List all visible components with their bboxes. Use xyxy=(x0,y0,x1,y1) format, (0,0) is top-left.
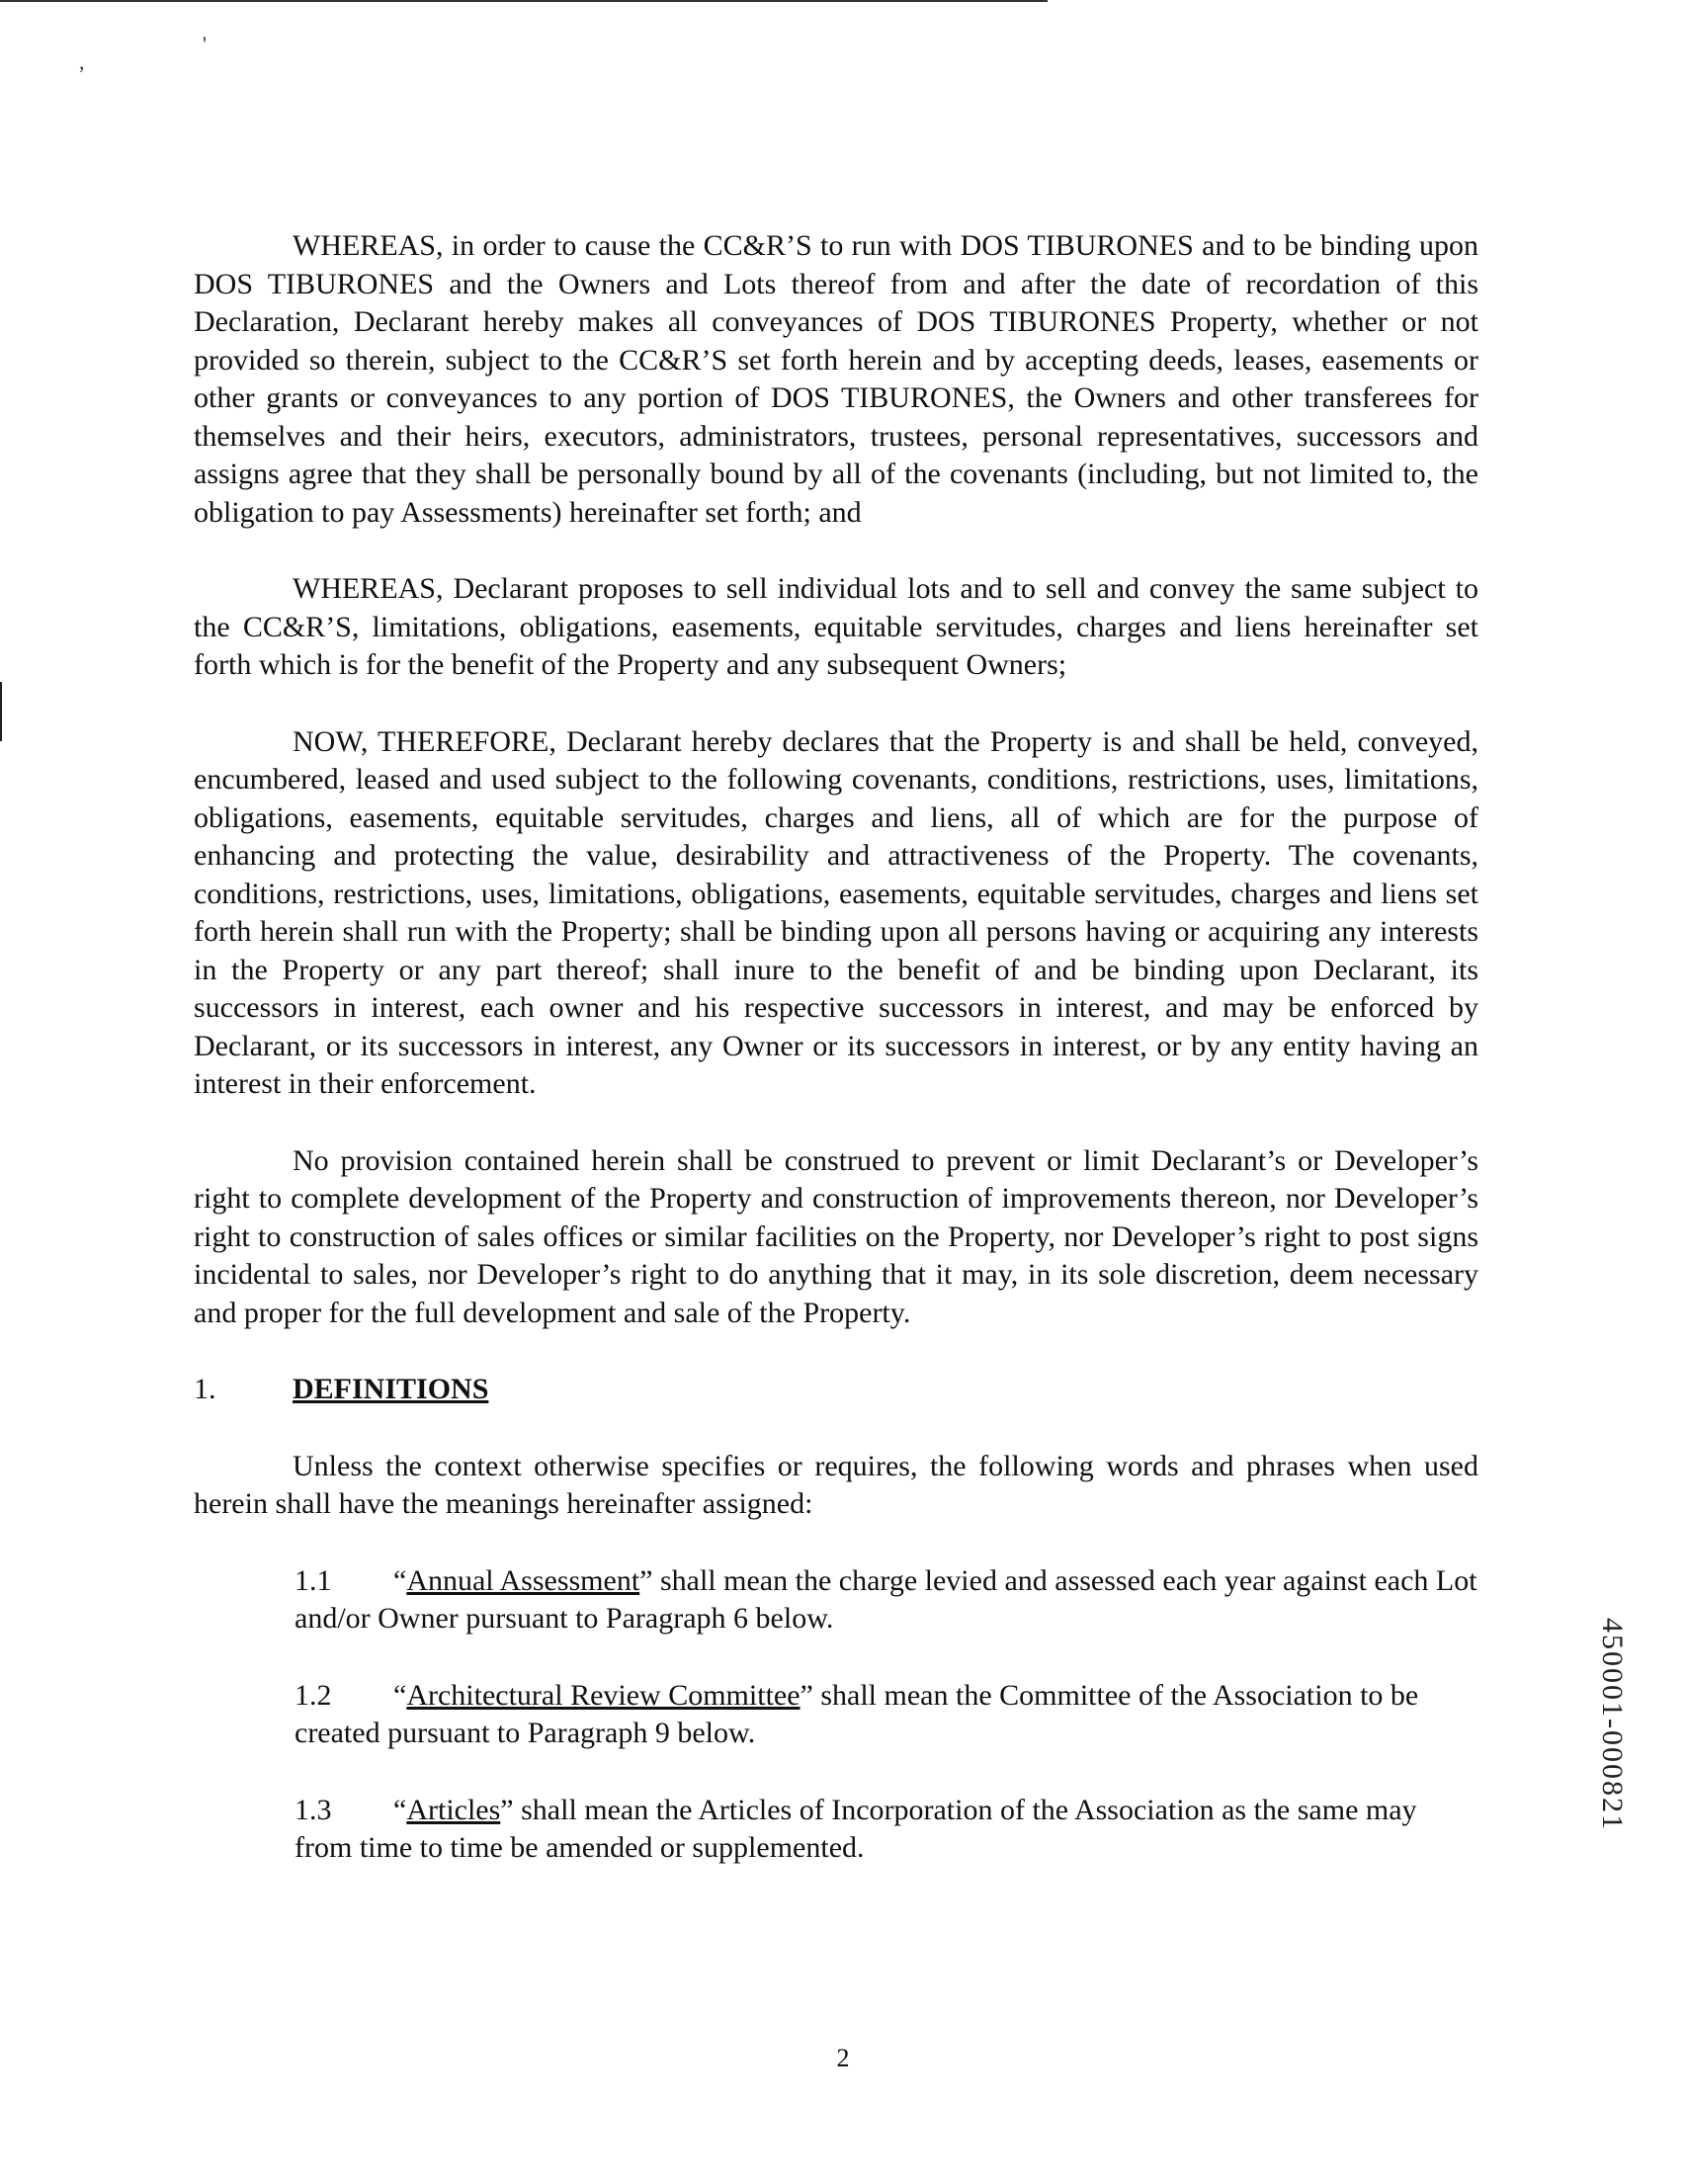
definition-item xyxy=(295,1792,1478,1868)
now-therefore-paragraph: NOW, THEREFORE, Declarant hereby declares that the Property is and shall be held, conveyed, encumbered, leased and used subject to the following covenants, conditions, restrictions, uses, limitations, obligations, easements, equitable servitudes, charges and liens, all of which are for the purpose of enhancing and protecting the value, desirability and attractiveness of the Property. The covenants, conditions, restrictions, uses, limitations, obligations, easements, equitable servitudes, charges and liens set forth herein shall run with the Property; shall be binding upon all persons having or acquiring any interests in the Property or any part thereof; shall inure to the benefit of and be binding upon Declarant, its successors in interest, each owner and his respective successors in interest, and may be enforced by Declarant, or its successors in interest, any Owner or its successors in interest, or by any entity having an interest in their enforcement. xyxy=(194,724,1478,1100)
page-number: 2 xyxy=(836,2044,850,2072)
scan-speck: , xyxy=(79,49,85,74)
open-quote: “ xyxy=(393,1563,407,1597)
definition-term: Architectural Review Committee xyxy=(406,1678,801,1712)
definition-text: shall mean the charge levied and assessed each year against each Lot and/or Owner pursuant to Paragraph 6 below. xyxy=(295,1563,1477,1635)
definition-item xyxy=(295,1677,1478,1753)
document-stamp-number xyxy=(1593,1591,1631,1858)
top-scan-edge xyxy=(0,0,1048,2)
whereas-paragraph-2: WHEREAS, Declarant proposes to sell individual lots and to sell and convey the same subject to the CC&R’S, limitations, obligations, easements, equitable servitudes, charges and liens hereinafter set forth which is for the benefit of the Property and any subsequent Owners; xyxy=(194,572,1478,681)
open-quote: “ xyxy=(393,1678,407,1712)
close-quote: ” xyxy=(500,1793,514,1826)
section-heading xyxy=(194,1371,1478,1409)
stamp-text: 450001-000821 xyxy=(1596,1618,1629,1831)
close-quote: ” xyxy=(639,1563,653,1597)
left-scan-mark xyxy=(0,682,2,741)
definition-number: 1.1 xyxy=(295,1563,332,1597)
document-page xyxy=(194,227,1478,1906)
definition-term: Annual Assessment xyxy=(406,1563,640,1597)
no-provision-paragraph: No provision contained herein shall be construed to prevent or limit Declarant’s or Developer’s right to complete development of the Property and construction of improvements thereon, nor Developer’s right to construction of sales offices or similar facilities on the Property, nor Developer’s right to post signs incidental to sales, nor Developer’s right to do anything that it may, in its sole discretion, deem necessary and proper for the full development and sale of the Property. xyxy=(194,1143,1478,1329)
section-title: DEFINITIONS xyxy=(293,1373,489,1405)
definition-term: Articles xyxy=(406,1793,501,1826)
definition-item xyxy=(295,1562,1478,1638)
open-quote: “ xyxy=(393,1793,407,1826)
definition-text: shall mean the Articles of Incorporation of the Association as the same may from time to time be amended or supplemented. xyxy=(295,1793,1417,1864)
definition-text: shall mean the Committee of the Association to be created pursuant to Paragraph 9 below. xyxy=(295,1678,1419,1749)
definitions-list xyxy=(194,1562,1478,1868)
close-quote: ” xyxy=(800,1678,813,1712)
definition-number: 1.2 xyxy=(295,1678,332,1712)
section-number: 1. xyxy=(194,1373,216,1405)
scan-speck: ' xyxy=(203,32,207,56)
whereas-paragraph-1: WHEREAS, in order to cause the CC&R’S to run with DOS TIBURONES and to be binding upon DOS TIBURONES and the Owners and Lots thereof from and after the date of recordation of this Declaration, Declarant hereby makes all conveyances of DOS TIBURONES Property, whether or not provided so therein, subject to the CC&R’S set forth herein and by accepting deeds, leases, easements or other grants or conveyances to any portion of DOS TIBURONES, the Owners and other transferees for themselves and their heirs, executors, administrators, trustees, personal representatives, successors and assigns agree that they shall be personally bound by all of the covenants (including, but not limited to, the obligation to pay Assessments) hereinafter set forth; and xyxy=(194,229,1478,529)
definition-number: 1.3 xyxy=(295,1793,332,1826)
definitions-intro: Unless the context otherwise specifies or requires, the following words and phrases when used herein shall have the meanings hereinafter assigned: xyxy=(194,1449,1478,1520)
